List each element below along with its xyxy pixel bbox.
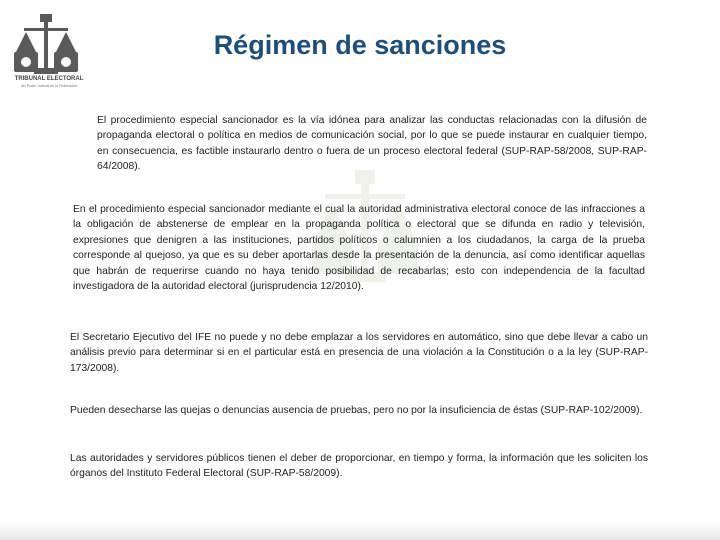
- page-title: Régimen de sanciones: [213, 30, 507, 60]
- logo-name: TRIBUNAL ELECTORAL: [14, 76, 84, 82]
- logo-tagline: del Poder Judicial de la Federación: [20, 84, 78, 88]
- paragraph-2: En el procedimiento especial sancionador mediante el cual la autoridad administrativa electoral conoce de las infracciones a la obligación de abstenerse de emplear en la propaganda política o electoral que se difunda en radio y televisión, expresiones que denigren a las instituciones, partidos políticos o calumnien a los ciudadanos, la carga de la prueba corresponde al quejoso, ya que es su deber aportarlas desde la presentación de la denuncia, así como identificar aquellas que habrán de requerirse cuando no haya tenido posibilidad de recabarlas; esto con independencia de la facultad investigadora de la autoridad electoral (jurisprudencia 12/2010).: [73, 204, 645, 293]
- slide-bottom-shadow: [0, 522, 720, 540]
- paragraph-5: Las autoridades y servidores públicos tienen el deber de proporcionar, en tiempo y forma, la información que les soliciten los órganos del Instituto Federal Electoral (SUP-RAP-58/2009).: [70, 453, 648, 480]
- paragraph-3: El Secretario Ejecutivo del IFE no puede y no debe emplazar a los servidores en automático, sino que debe llevar a cabo un análisis previo para determinar si en el particular está en presencia de una violación a la Constitución o a la ley (SUP-RAP-173/2008).: [70, 332, 648, 374]
- paragraph-4: Pueden desecharse las quejas o denuncias ausencia de pruebas, pero no por la insuficiencia de éstas (SUP-RAP-102/2009).: [70, 405, 643, 416]
- paragraph-1: El procedimiento especial sancionador es la vía idónea para analizar las conductas relacionadas con la difusión de propaganda electoral o política en medios de comunicación social, por lo que se puede instaurar en cualquier tiempo, en consecuencia, es factible instaurarlo dentro o fuera de un proceso electoral federal (SUP-RAP-58/2008, SUP-RAP-64/2008).: [97, 115, 647, 173]
